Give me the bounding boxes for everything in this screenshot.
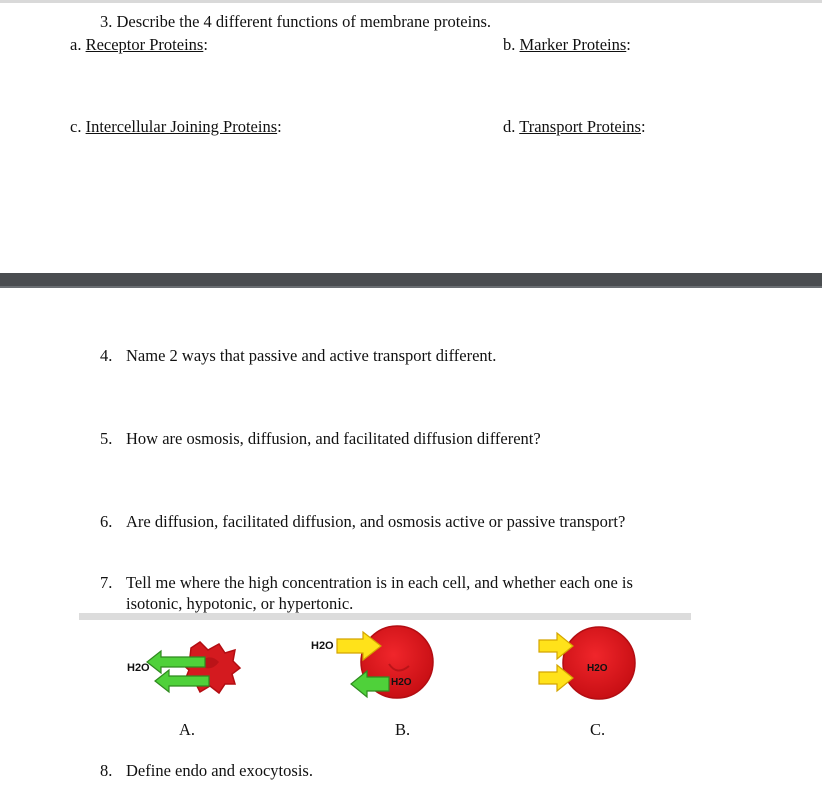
question-3: 3. Describe the 4 different functions of membrane proteins. bbox=[100, 12, 491, 31]
item-b-label: Marker Proteins bbox=[519, 35, 627, 54]
item-c-intercellular-joining-proteins bbox=[70, 117, 282, 137]
item-c-prefix: c. bbox=[70, 117, 86, 136]
h2o-label-b-cell: H2O bbox=[391, 677, 412, 688]
figure-label-a: A. bbox=[179, 720, 196, 739]
question-5-text: How are osmosis, diffusion, and facilitated diffusion different? bbox=[126, 429, 541, 448]
cell-c-group bbox=[539, 627, 635, 699]
h2o-label-a: H2O bbox=[127, 662, 150, 674]
question-7-line-1: Tell me where the high concentration is in each cell, and whether each one is bbox=[126, 573, 633, 592]
item-b-marker-proteins bbox=[503, 35, 631, 55]
item-c-label: Intercellular Joining Proteins bbox=[85, 117, 278, 136]
item-b-colon: : bbox=[626, 35, 631, 54]
cell-a-group bbox=[127, 642, 240, 693]
question-7-number: 7. bbox=[100, 573, 113, 592]
question-7 bbox=[100, 573, 633, 613]
item-d-prefix: d. bbox=[503, 117, 520, 136]
item-b-prefix: b. bbox=[503, 35, 520, 54]
figure-top-bar bbox=[79, 613, 691, 620]
question-8 bbox=[100, 761, 313, 781]
figure-label-b: B. bbox=[395, 720, 411, 739]
item-d-label: Transport Proteins bbox=[519, 117, 641, 136]
h2o-label-c-cell: H2O bbox=[587, 663, 608, 674]
question-7-line-2: isotonic, hypotonic, or hypertonic. bbox=[126, 594, 354, 613]
cell-b-group bbox=[311, 626, 433, 698]
question-5 bbox=[100, 429, 541, 449]
h2o-label-b-top: H2O bbox=[311, 640, 334, 652]
figure-label-c: C. bbox=[590, 720, 606, 739]
item-c-colon: : bbox=[277, 117, 282, 136]
question-4 bbox=[100, 346, 497, 366]
item-d-colon: : bbox=[640, 117, 646, 136]
question-6-number: 6. bbox=[100, 512, 113, 531]
item-a-label: Receptor Proteins bbox=[85, 35, 204, 54]
question-6-text: Are diffusion, facilitated diffusion, and osmosis active or passive transport? bbox=[126, 512, 626, 531]
question-4-text: Name 2 ways that passive and active transport different. bbox=[126, 346, 497, 365]
item-a-colon: : bbox=[203, 35, 208, 54]
top-page-edge bbox=[0, 0, 822, 3]
question-8-number: 8. bbox=[100, 761, 113, 780]
item-a-prefix: a. bbox=[70, 35, 86, 54]
osmosis-diagram bbox=[79, 620, 691, 712]
question-6 bbox=[100, 512, 626, 532]
item-a-receptor-proteins bbox=[70, 35, 208, 55]
question-4-number: 4. bbox=[100, 346, 113, 365]
item-d-transport-proteins bbox=[503, 117, 646, 137]
question-5-number: 5. bbox=[100, 429, 113, 448]
question-8-text: Define endo and exocytosis. bbox=[126, 761, 313, 780]
page-separator bbox=[0, 273, 822, 288]
